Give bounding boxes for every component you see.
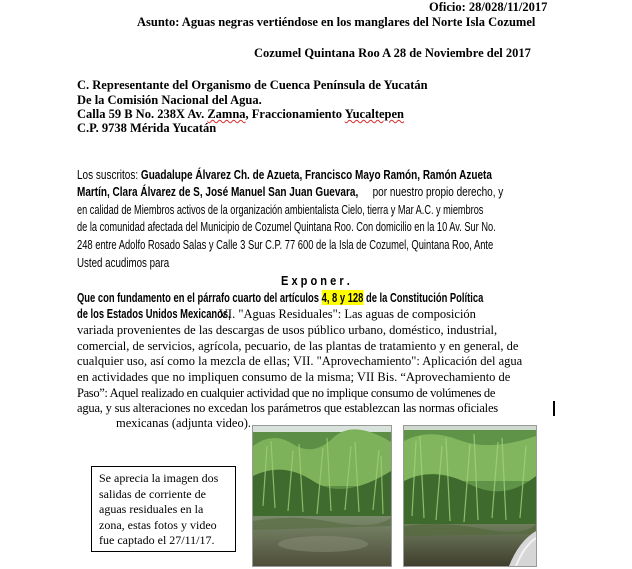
caption-line-3: aguas residuales en la — [99, 502, 204, 516]
body-line-9: mexicanas (adjunta video). — [116, 416, 252, 430]
intro-line-3: en calidad de Miembros activos de la organización ambientalista Cielo, tierra y Mar A.C. y miembros — [77, 203, 484, 217]
caption-line-2: salidas de corriente de — [99, 486, 206, 501]
caption-line-5: fue captado el 27/11/17. — [99, 533, 215, 547]
intro-line-6: Usted acudimos para — [77, 256, 170, 270]
mangrove-photo-right-image — [404, 426, 536, 566]
mangrove-photo-left — [252, 425, 392, 567]
intro-line-1: Los suscritos: Guadalupe Álvarez Ch. de Azueta, Francisco Mayo Ramón, Ramón Azueta — [77, 168, 492, 182]
body-line-3: variada provenientes de las descargas de usos público urbano, doméstico, industrial, — [77, 323, 498, 337]
intro-line-2: Martín, Clara Álvarez de S, José Manuel San Juan Guevara, por nuestro propio derecho, y — [77, 185, 504, 199]
photo-caption — [91, 466, 236, 552]
date-line: Cozumel Quintana Roo A 28 de Noviembre del 2017 — [254, 46, 531, 60]
body-line-2: de los Estados Unidos Mexicanos, VI. "Aguas Residuales": Las aguas de composición — [77, 307, 476, 321]
text-cursor — [553, 401, 555, 416]
caption-line-1: Se aprecia la imagen dos — [99, 471, 219, 485]
body-line-4: comercial, de servicios, agrícola, pecuario, de las plantas de tratamiento y en general, de — [77, 339, 519, 353]
body-line-5: cualquier uso, así como la mezcla de ellas; VII. "Aprovechamiento": Aplicación del agua — [77, 354, 523, 368]
mangrove-photo-left-image — [253, 426, 391, 566]
recipient-line-1: C. Representante del Organismo de Cuenca Península de Yucatán — [77, 78, 428, 92]
body-line-1: Que con fundamento en el párrafo cuarto del artículos 4, 8 y 128 de la Constitución Política — [77, 290, 484, 305]
oficio-number: Oficio: 28/028/11/2017 — [429, 0, 548, 14]
intro-line-4: de la comunidad afectada del Municipio de Cozumel Quintana Roo. Con domicilio en la 10 Av. Sur No. — [77, 220, 496, 234]
exponer-heading: E x p o n e r . — [281, 273, 350, 288]
intro-line-5: 248 entre Adolfo Rosado Salas y Calle 3 Sur C.P. 77 600 de la Isla de Cozumel, Quintana Roo, Ante — [77, 238, 494, 252]
asunto-line: Asunto: Aguas negras vertiéndose en los manglares del Norte Isla Cozumel — [137, 15, 536, 29]
mangrove-photo-right — [403, 425, 537, 567]
caption-line-4: zona, estas fotos y video — [99, 517, 217, 532]
recipient-city: C.P. 9738 Mérida Yucatán — [77, 121, 217, 135]
body-line-8: agua, y sus alteraciones no excedan los parámetros que establezcan las normas oficiales — [77, 401, 498, 415]
recipient-address: Calla 59 B No. 238X Av. Zamna, Fraccionamiento Yucaltepen — [77, 107, 404, 121]
article-highlight: 4, 8 y 128 — [321, 290, 364, 305]
body-line-6: en actividades que no impliquen consumo de la misma; VII Bis. “Aprovechamiento de — [77, 370, 511, 384]
body-line-7: Paso”: Aquel realizado en cualquier actividad que no implique consumo de volúmenes de — [77, 386, 496, 400]
recipient-line-2: De la Comisión Nacional del Agua. — [77, 93, 262, 107]
